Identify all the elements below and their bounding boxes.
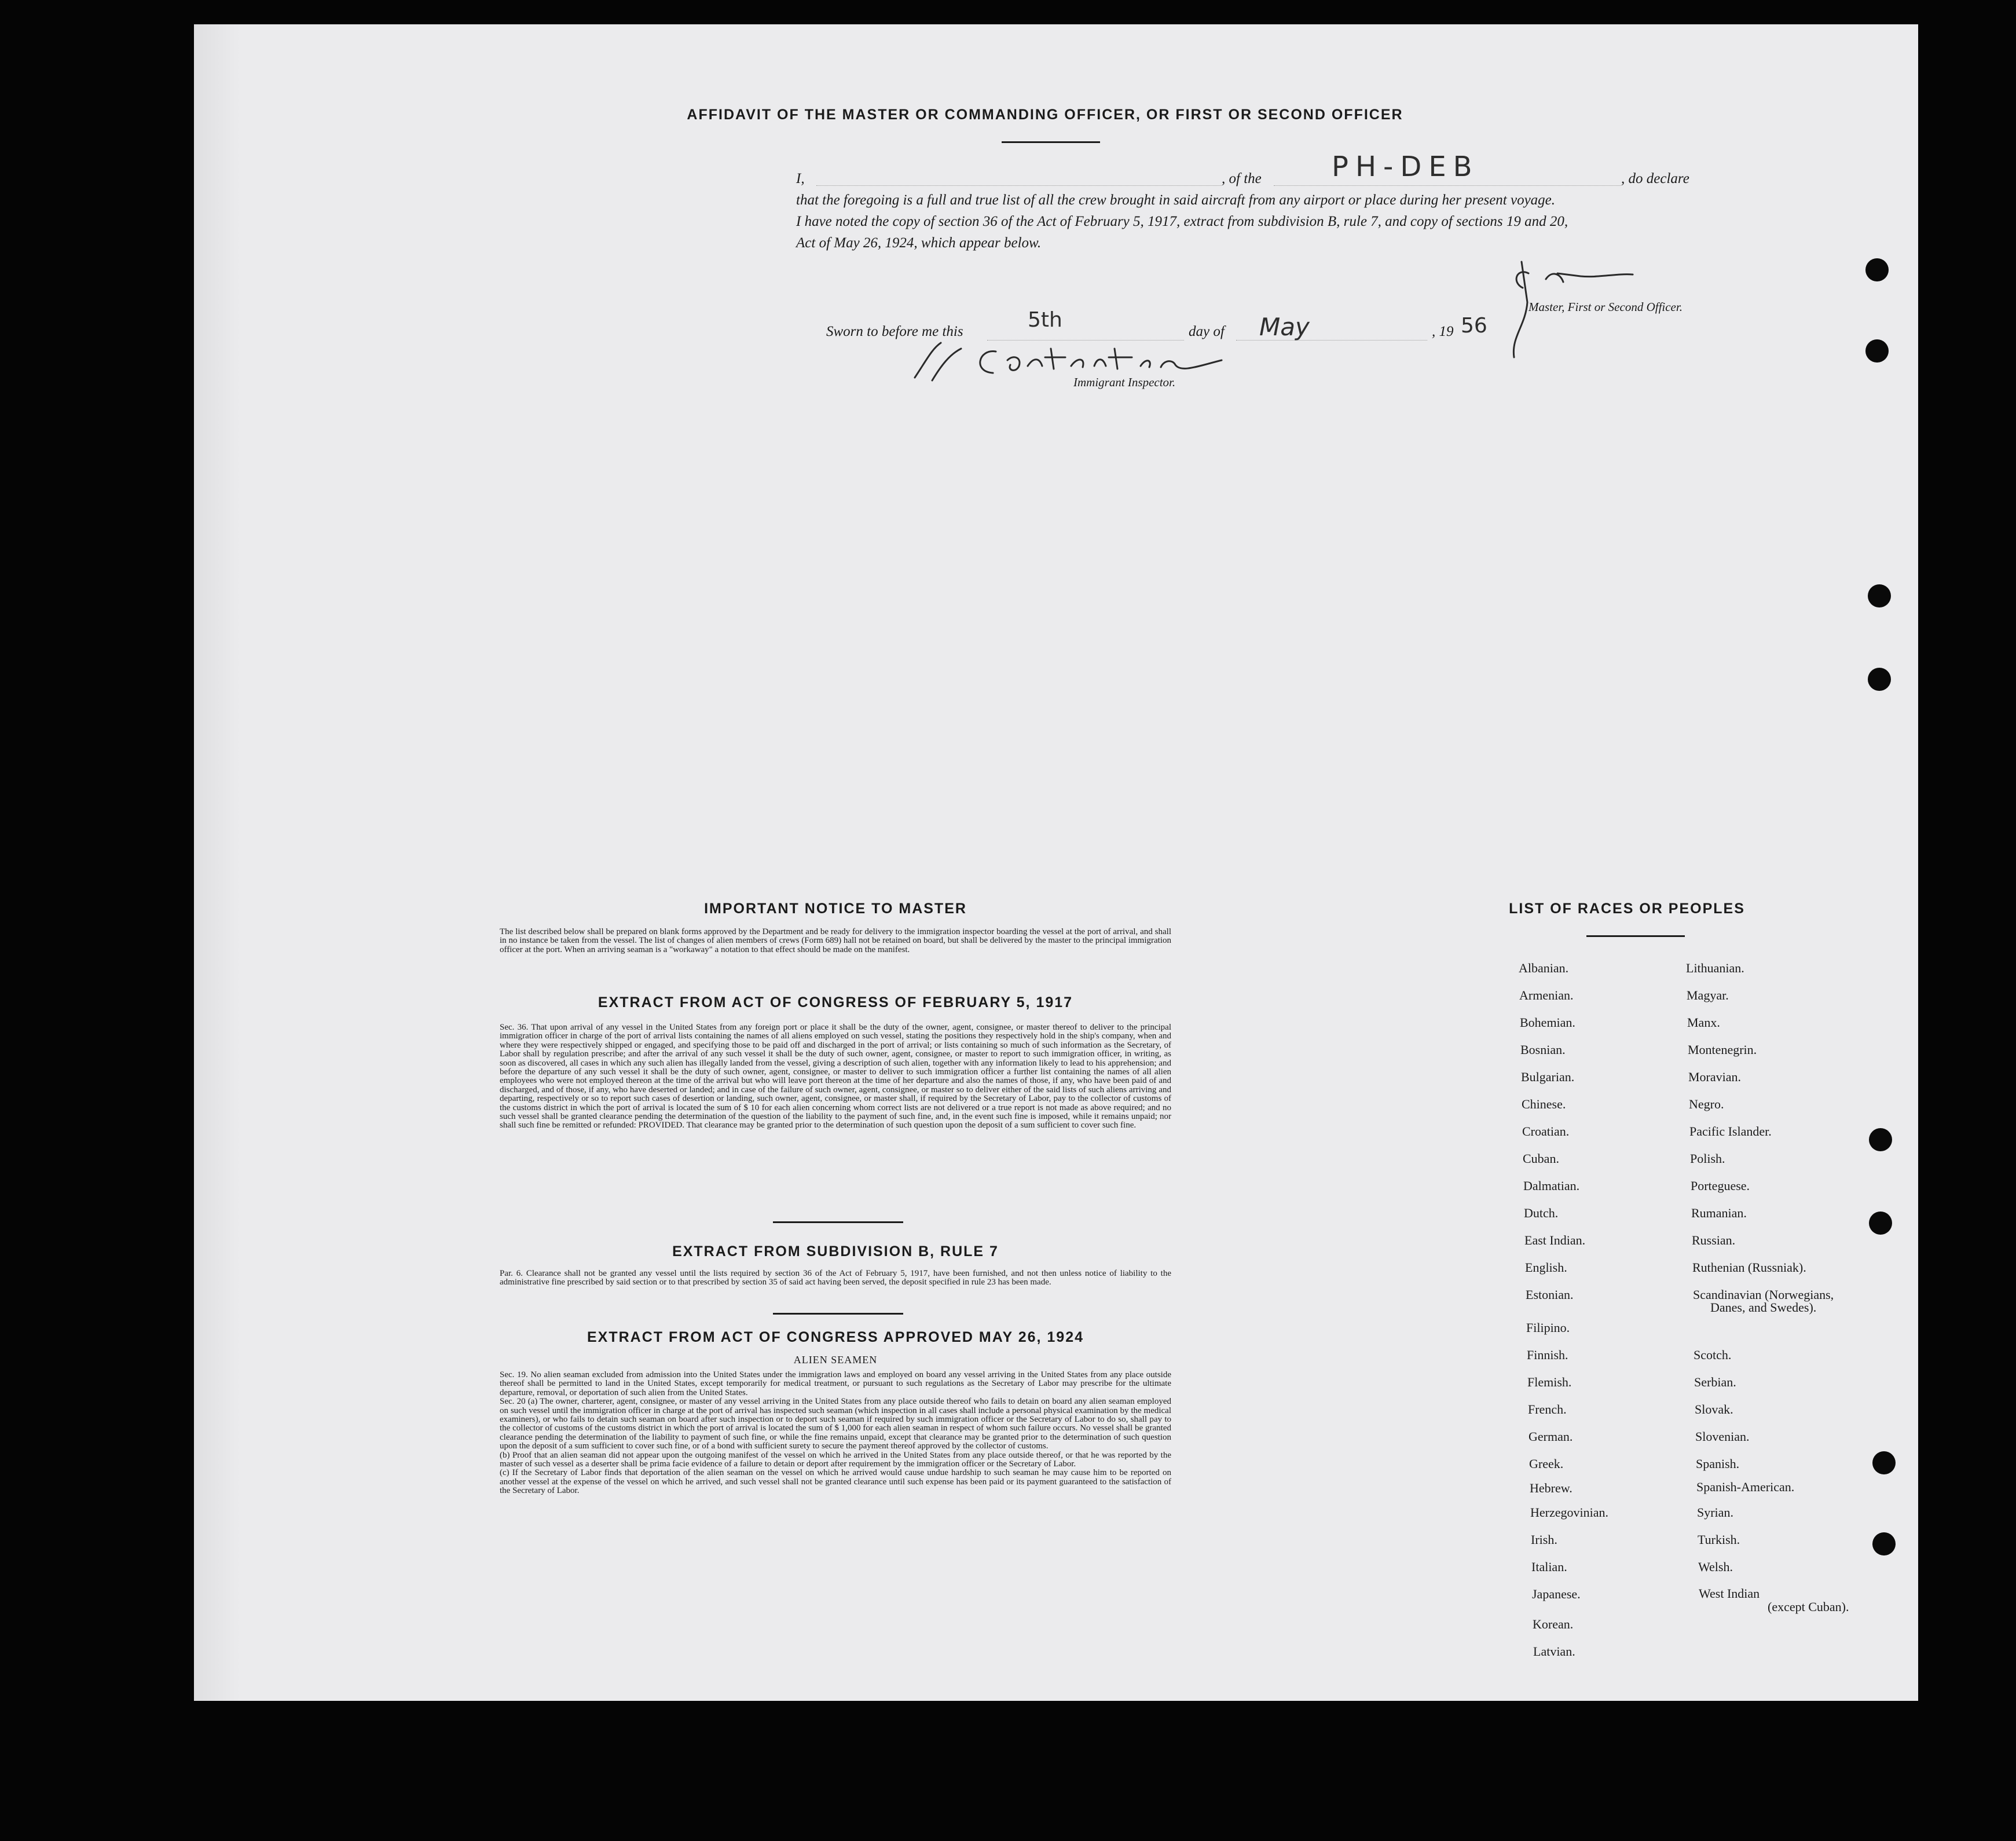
rule-7-rule [773, 1313, 903, 1315]
race-right-item: Spanish. [1696, 1456, 1740, 1471]
binder-hole [1865, 258, 1889, 281]
race-right-item: Lithuanian. [1686, 961, 1744, 975]
document-page [194, 24, 1918, 1701]
races-title: LIST OF RACES OR PEOPLES [1509, 901, 1745, 917]
race-left-item: Chinese. [1522, 1097, 1566, 1111]
day-of-label: day of [1189, 324, 1225, 339]
race-left-item: Greek. [1529, 1456, 1564, 1471]
race-right-item: West Indian [1699, 1586, 1760, 1601]
race-right-item: Magyar. [1687, 988, 1729, 1002]
affidavit-do-declare: , do declare [1621, 171, 1689, 186]
page-edge-shadow [194, 24, 240, 1701]
binder-hole [1872, 1451, 1896, 1474]
race-left-item: Finnish. [1527, 1348, 1568, 1362]
race-left-item: Hebrew. [1530, 1481, 1573, 1495]
race-left-item: English. [1525, 1260, 1567, 1275]
extract-1917-rule [773, 1221, 903, 1223]
binder-hole [1865, 339, 1889, 363]
sworn-year-handwritten: 56 [1461, 314, 1487, 338]
extract-1917-title: EXTRACT FROM ACT OF CONGRESS OF FEBRUARY 5, 1917 [598, 994, 1073, 1011]
race-left-item: Croatian. [1522, 1124, 1570, 1139]
affidavit-line-4: Act of May 26, 1924, which appear below. [796, 235, 1042, 251]
race-right-item: Pacific Islander. [1689, 1124, 1772, 1139]
race-left-item: Italian. [1531, 1560, 1567, 1574]
race-left-item: Irish. [1531, 1532, 1557, 1547]
race-right-item: Russian. [1692, 1233, 1736, 1247]
extract-1924-title: EXTRACT FROM ACT OF CONGRESS APPROVED MAY 26, 1924 [587, 1329, 1084, 1345]
races-title-rule [1586, 935, 1685, 937]
master-caption: Master, First or Second Officer. [1529, 300, 1683, 314]
ship-name-blank [1274, 185, 1621, 186]
race-left-item: Dutch. [1524, 1206, 1559, 1220]
race-right-item: (except Cuban). [1768, 1600, 1849, 1614]
race-left-item: German. [1529, 1429, 1573, 1444]
race-right-item: Syrian. [1697, 1505, 1733, 1520]
binder-hole [1872, 1532, 1896, 1555]
race-left-item: Dalmatian. [1523, 1178, 1580, 1193]
binder-hole [1868, 668, 1891, 691]
sworn-day-handwritten: 5th [1028, 308, 1062, 332]
master-name-blank [816, 185, 1222, 186]
race-right-item: Rumanian. [1691, 1206, 1747, 1220]
ship-name-handwritten: PH-DEB [1332, 151, 1479, 183]
affidavit-line-3: I have noted the copy of section 36 of the Act of February 5, 1917, extract from subdivision B, rule 7, and copy of sections 19 and 20, [796, 214, 1568, 229]
race-right-item: Porteguese. [1691, 1178, 1750, 1193]
rule-7-text: Par. 6. Clearance shall not be granted any vessel until the lists required by section 36 of the Act of February 5, 1917, have been furnished, and not then unless notice of liability to the administrative fine prescribed by said section or to that prescribed by section 35 of said act having been served, the deposit specified in rule 23 has been made. [500, 1269, 1171, 1287]
race-right-item: Turkish. [1698, 1532, 1740, 1547]
race-left-item: French. [1528, 1402, 1567, 1417]
race-right-item: Moravian. [1688, 1070, 1742, 1084]
race-left-item: Latvian. [1533, 1644, 1575, 1659]
affidavit-title-rule [1002, 141, 1100, 143]
race-left-item: East Indian. [1524, 1233, 1586, 1247]
race-right-item: Slovak. [1695, 1402, 1733, 1417]
extract-1924-subtitle: ALIEN SEAMEN [793, 1354, 878, 1366]
race-right-item: Polish. [1690, 1151, 1725, 1166]
race-left-item: Flemish. [1527, 1375, 1572, 1389]
race-right-item: Montenegrin. [1688, 1042, 1757, 1057]
binder-hole [1869, 1212, 1892, 1235]
binder-hole [1868, 584, 1891, 607]
notice-text: The list described below shall be prepared on blank forms approved by the Department and be ready for delivery to the immigration inspector boarding the vessel at the port of arrival, and shall in no instance be taken from the vessel. The list of changes of alien members of crews (Form 689) hall not be retained on board, but shall be delivered by the master to the principal immigration officer at the port. When an arriving seaman is a "workaway" a notation to that effect should be made on the manifest. [500, 927, 1171, 954]
rule-7-title: EXTRACT FROM SUBDIVISION B, RULE 7 [672, 1243, 999, 1260]
race-left-item: Bulgarian. [1521, 1070, 1575, 1084]
race-left-item: Bohemian. [1520, 1015, 1575, 1030]
race-right-item: Slovenian. [1695, 1429, 1750, 1444]
race-left-item: Japanese. [1532, 1587, 1581, 1601]
race-right-item: Ruthenian (Russniak). [1692, 1260, 1806, 1275]
race-left-item: Albanian. [1519, 961, 1569, 975]
race-left-item: Estonian. [1526, 1287, 1574, 1302]
sec-20a-text: Sec. 20 (a) The owner, charterer, agent, consignee, or master of any vessel arriving in the United States from any place outside thereof who fails to detain on board any alien seaman employed on such vessel until the immigration officer in charge at the port of arrival has inspected such seaman (which inspection in all cases shall include a personal physical examination by the medical examiners), or who fails to detain such seaman on board after such inspection or to deport such seaman if required by such immigration officer or the Secretary of Labor to do so, shall pay to the collector of customs of the customs district in which the port of arrival is located the sum of $ 1,000 for each alien seaman in respect of whom such failure occurs. No vessel shall be granted clearance pending the determination of the liability to payment of such fine, or while the fine remains unpaid, except that clearance may be granted prior to the determination of such question upon the deposit of a sum sufficient to cover such fine, or of a bond with sufficient surety to secure the payment thereof approved by the collector of customs. [500, 1397, 1171, 1451]
race-right-item: Scandinavian (Norwegians, [1693, 1287, 1834, 1302]
race-left-item: Korean. [1533, 1617, 1574, 1631]
sec-20b-text: (b) Proof that an alien seaman did not appear upon the outgoing manifest of the vessel on which he arrived in the United States from any place outside thereof, or that he was reported by the master of such vessel as a deserter shall be prima facie evidence of a failure to detain or deport after requirement by the immigration officer or the Secretary of Labor. [500, 1450, 1171, 1469]
affidavit-line-2: that the foregoing is a full and true list of all the crew brought in said aircraft from any airport or place during her present voyage. [796, 192, 1556, 208]
race-left-item: Armenian. [1519, 988, 1574, 1002]
sworn-label: Sworn to before me this [826, 324, 963, 339]
inspector-caption: Immigrant Inspector. [1073, 375, 1176, 389]
race-left-item: Bosnian. [1520, 1042, 1566, 1057]
notice-title: IMPORTANT NOTICE TO MASTER [704, 901, 967, 917]
race-left-item: Herzegovinian. [1530, 1505, 1608, 1520]
affidavit-i-label: I, [796, 171, 805, 186]
sec-19-text: Sec. 19. No alien seaman excluded from admission into the United States under the immigration laws and employed on board any vessel arriving in the United States from any place outside thereof shall be permitted to land in the United States, except temporarily for medical treatment, or pursuant to such regulations as the Secretary of Labor may prescribe for the ultimate departure, removal, or deportation of such alien from the United States. [500, 1370, 1171, 1397]
extract-1917-text: Sec. 36. That upon arrival of any vessel in the United States from any foreign port or place it shall be the duty of the owner, agent, consignee, or master thereof to deliver to the principal immigration officer in charge of the port of arrival lists containing the names of all aliens employed on such vessel, stating the positions they respectively hold in the ship's company, when and where they were respectively shipped or engaged, and specifying those to be paid off and discharged in the port of arrival; or lists containing so much of such information as the Secretary, of Labor shall by regulation prescribe; and after the arrival of any such vessel it shall be the duty of such owner, agent, consignee, or master to report to such immigration officer, in writing, as soon as discovered, all cases in which any such alien has illegally landed from the vessel, giving a description of such alien, together with any information likely to lead to his apprehension; and before the departure of any such vessel it shall be the duty of such owner, agent, consignee, or master to deliver to such immigration officer a further list containing the names of all alien employees who were not employed thereon at the time of the arrival but who will leave port thereon at the time of her departure and also the names of those, if any, who have been paid of and discharged, and of those, if any, who have deserted or landed; and in case of the failure of such owner, agent, consignee, or master so to deliver either of the said lists of such aliens arriving and departing, respectively or so to report such cases of desertion or landing, such owner, agent, consignee, or master shall, if required by the Secretary of Labor, pay to the collector of customs of the customs district in which the port of arrival is located the sum of $ 10 for each alien concerning whom correct lists are not delivered or a true report is not made as above required; and no such vessel shall be granted clearance pending the determination of the question of the liability to the payment of such fine, and, in the event such fine is imposed, while it remains unpaid; nor shall such fine be remitted or refunded: PROVIDED. That clearance may be granted prior to the determination of such question upon the deposit of a sum sufficient to cover such fine. [500, 1023, 1171, 1130]
affidavit-title: AFFIDAVIT OF THE MASTER OR COMMANDING OFFICER, OR FIRST OR SECOND OFFICER [687, 107, 1403, 123]
race-right-item: Welsh. [1698, 1560, 1733, 1574]
race-left-item: Cuban. [1523, 1151, 1559, 1166]
race-right-item: Scotch. [1694, 1348, 1732, 1362]
race-right-item: Spanish-American. [1696, 1480, 1795, 1494]
sec-20c-text: (c) If the Secretary of Labor finds that deportation of the alien seaman on the vessel on which he arrived would cause undue hardship to such seaman he may cause him to be reported on another vessel at the expense of the vessel on which he arrived, and such vessel shall not be granted clearance until such expense has been paid or its payment guaranteed to the satisfaction of the Secretary of Labor. [500, 1468, 1171, 1496]
race-right-item: Danes, and Swedes). [1710, 1300, 1817, 1315]
binder-hole [1869, 1128, 1892, 1151]
affidavit-of-the-label: , of the [1222, 171, 1262, 186]
race-right-item: Negro. [1689, 1097, 1724, 1111]
race-right-item: Manx. [1687, 1015, 1720, 1030]
race-right-item: Serbian. [1694, 1375, 1736, 1389]
year-prefix: , 19 [1432, 324, 1454, 339]
extract-1924-body [500, 1371, 1171, 1496]
race-left-item: Filipino. [1526, 1320, 1570, 1335]
sworn-month-handwritten: May [1259, 313, 1310, 341]
